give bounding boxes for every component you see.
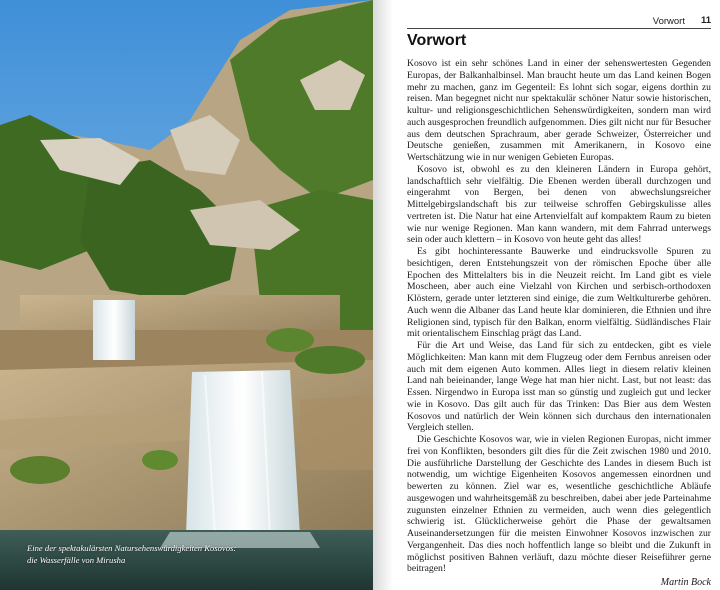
chapter-heading: Vorwort bbox=[407, 32, 467, 49]
photo-caption bbox=[27, 542, 357, 566]
author-signature: Martin Bock bbox=[660, 577, 711, 588]
paragraph: Es gibt hochinteressante Bauwerke und eindrucksvolle Spuren zu besichtigen, deren Entstehungszeit von der römischen Epoche über alle Epochen des Mittelalters bis in die Neuzeit reicht. Im Land gibt es viele Moscheen, aber auch eine Vielzahl von Kirchen und serbisch-orthodoxen Klöstern, gerade unter letzteren sind einige, die zum Weltkulturerbe gehören. Auch wenn die Albaner das Land heute klar dominieren, die Ethnien und ihre Religionen sind, typisch für den Balkan, enorm vielfältig. Südländisches Flair mit orientalischem Einschlag prägt das Land. bbox=[407, 246, 711, 340]
running-head-title: Vorwort bbox=[652, 16, 685, 27]
text-page bbox=[393, 0, 720, 590]
paragraph: Die Geschichte Kosovos war, wie in vielen Regionen Europas, nicht immer frei von Konflikten, besonders gilt dies für die Zeit zwischen 1980 und 2010. Die ausführliche Darstellung der Geschichte des Landes in diesem Buch ist notwendig, um wichtige Eigenheiten Kosovos angemessen einordnen und bewerten zu können. Ziel war es, wesentliche geschichtliche Abläufe ausgewogen und wahrheitsgemäß zu beschreiben, dabei aber jede Parteinahme zugunsten einzelner Ethnien zu vermeiden, auch wenn dies gelegentlich schwierig ist. Glücklicherweise gehört die Phase der gewaltsamen Auseinandersetzungen für die meisten Einwohner Kosovos inzwischen zur Vergangenheit. Das dies noch hoffentlich lange so bleibt und die Zukunft in möglichst positiven Bahnen verläuft, dazu möchte dieser Reiseführer gerne beitragen! bbox=[407, 434, 711, 575]
paragraph: Für die Art und Weise, das Land für sich zu entdecken, gibt es viele Möglichkeiten: Man kann mit dem Flugzeug oder dem Fernbus anreisen oder auch mit dem eigenen Auto kommen. Alles liegt in diesem relativ kleinen Land nah beieinander, lange Wege hat man hier nicht. Last, but not least: das Essen. Nirgendwo in Europa isst man so günstig und zugleich gut und lecker wie in Kosovo. Das gilt auch für das Trinken: Das Bier aus dem Westen Kosovos und natürlich der Wein können sich durchaus den internationalen Vergleich stellen. bbox=[407, 340, 711, 434]
paragraph: Kosovo ist ein sehr schönes Land in einer der sehenswertesten Gegenden Europas, der Balkanhalbinsel. Man braucht heute um das Land keinen Bogen mehr zu machen, ganz im Gegenteil: Es lohnt sich sogar, eigens dorthin zu reisen. Man begegnet nicht nur spektakulär schöner Natur sowie historischen, kultur- und religionsgeschichtlichen Sehenswürdigkeiten, sondern man wird auch ausgesprochen freundlich aufgenommen. Dies gilt nicht nur für Besucher aus dem deutschen Sprachraum, aber gerade Schweizer, Österreicher und Deutsche genießen, zusammen mit Amerikanern, in Kosovo eine Wertschätzung wie in nur wenigen Gebieten Europas. bbox=[407, 58, 711, 163]
caption-line-1: Eine der spektakulärsten Natursehenswürdigkeiten Kosovos: bbox=[27, 543, 237, 553]
running-head bbox=[407, 14, 711, 29]
page-number: 11 bbox=[700, 15, 711, 26]
body-text bbox=[407, 58, 711, 575]
paragraph: Kosovo ist, obwohl es zu den kleineren Ländern in Europa gehört, landschaftlich sehr vielfältig. Die Ebenen werden überall durchzogen und eingerahmt von Bergen, bei denen von abwechslungsreicher Mittelgebirgslandschaft bis zur teilweise schroffen Gebirgskulisse alles vertreten ist. Die Natur hat eine Artenvielfalt auf kompaktem Raum zu bieten wie nur wenige Regionen. Man kann wandern, mit dem Fahrrad unterwegs sein oder auch klettern – in Kosovo von heute geht das alles! bbox=[407, 163, 711, 246]
caption-line-2: die Wasserfälle von Mirusha bbox=[27, 555, 126, 565]
book-gutter bbox=[373, 0, 393, 590]
